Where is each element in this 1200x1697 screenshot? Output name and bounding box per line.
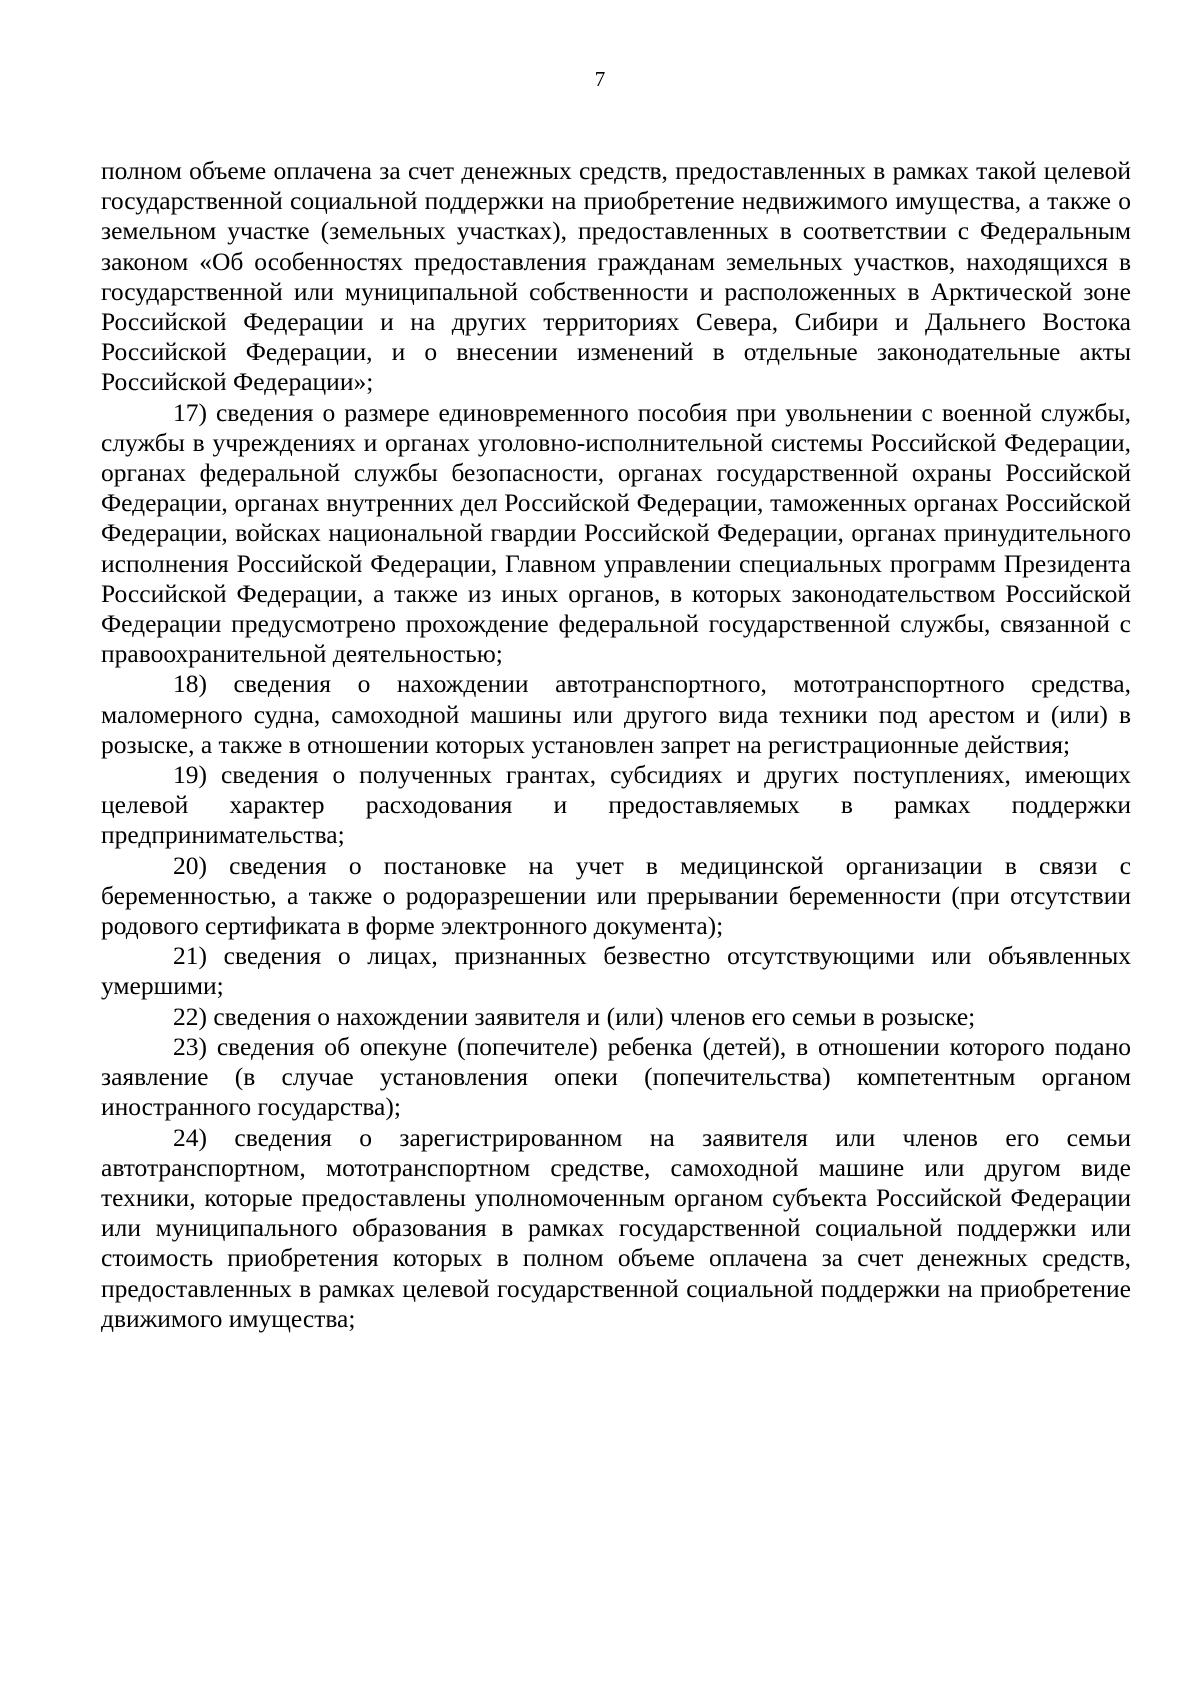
paragraph-continuation: полном объеме оплачена за счет денежных средств, предоставленных в рамках такой целевой государственной социальной поддержки на приобретение недвижимого имущества, а также о земельном участке (земельных участках), предоставленных в соответствии с Федеральным законом «Об особенностях предоставления гражданам земельных участков, находящихся в государственной или муниципальной собственности и расположенных в Арктической зоне Российской Федерации и на других территориях Севера, Сибири и Дальнего Востока Российской Федерации, и о внесении изменений в отдельные законодательные акты Российской Федерации»; <box>101 156 1131 397</box>
paragraph-item-18: 18) сведения о нахождении автотранспортного, мототранспортного средства, маломерного судна, самоходной машины или другого вида техники под арестом и (или) в розыске, а также в отношении которых установлен запрет на регистрационные действия; <box>101 669 1131 759</box>
page-number: 7 <box>594 67 606 91</box>
paragraph-item-22: 22) сведения о нахождении заявителя и (или) членов его семьи в розыске; <box>173 1001 976 1031</box>
paragraph-item-17: 17) сведения о размере единовременного пособия при увольнении с военной службы, службы в учреждениях и органах уголовно-исполнительной системы Российской Федерации, органах федеральной службы безопасности, органах государственной охраны Российской Федерации, органах внутренних дел Российской Федерации, таможенных органах Российской Федерации, войсках национальной гвардии Российской Федерации, органах принудительного исполнения Российской Федерации, Главном управлении специальных программ Президента Российской Федерации, а также из иных органов, в которых законодательством Российской Федерации предусмотрено прохождение федеральной государственной службы, связанной с правоохранительной деятельностью; <box>101 397 1131 669</box>
paragraph-item-23: 23) сведения об опекуне (попечителе) ребенка (детей), в отношении которого подано заявление (в случае установления опеки (попечительства) компетентным органом иностранного государства); <box>101 1031 1131 1122</box>
paragraph-item-20: 20) сведения о постановке на учет в медицинской организации в связи с беременностью, а также о родоразрешении или прерывании беременности (при отсутствии родового сертификата в форме электронного документа); <box>101 850 1131 941</box>
document-body <box>101 156 1131 1334</box>
paragraph-item-21: 21) сведения о лицах, признанных безвестно отсутствующими или объявленных умершими; <box>101 941 1131 1001</box>
paragraph-item-19: 19) сведения о полученных грантах, субсидиях и других поступлениях, имеющих целевой характер расходования и предоставляемых в рамках поддержки предпринимательства; <box>101 760 1131 850</box>
paragraph-item-24: 24) сведения о зарегистрированном на заявителя или членов его семьи автотранспортном, мототранспортном средстве, самоходной машине или другом виде техники, которые предоставлены уполномоченным органом субъекта Российской Федерации или муниципального образования в рамках государственной социальной поддержки или стоимость приобретения которых в полном объеме оплачена за счет денежных средств, предоставленных в рамках целевой государственной социальной поддержки на приобретение движимого имущества; <box>101 1122 1131 1333</box>
